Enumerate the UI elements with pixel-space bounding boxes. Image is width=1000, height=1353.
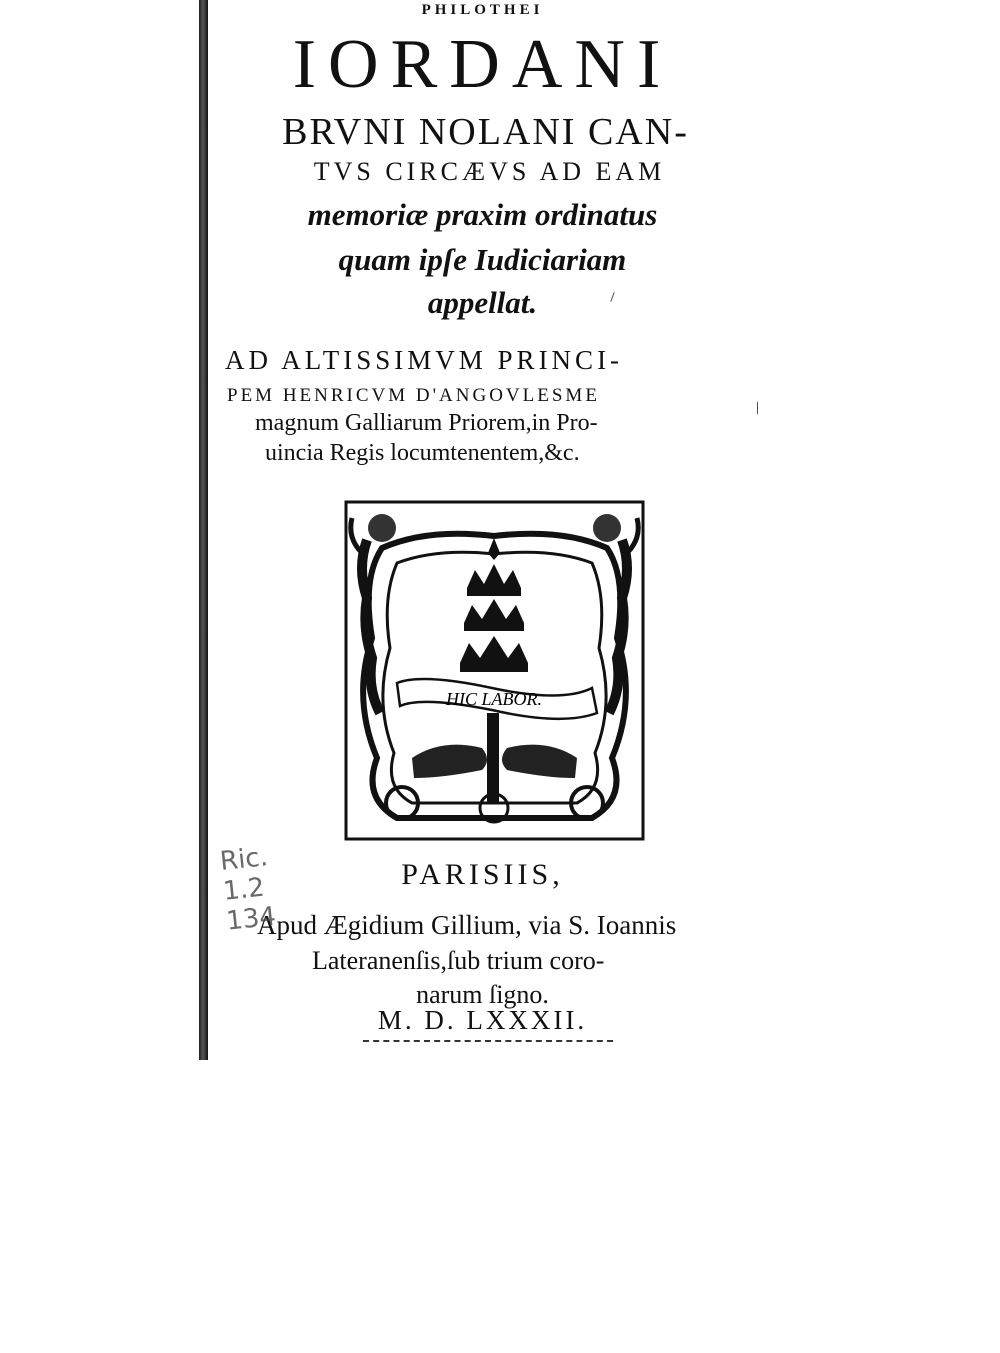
title-line-3: BRVNI NOLANI CAN- (282, 111, 689, 153)
scan-speck (757, 402, 758, 414)
author-first-name: IORDANI (292, 26, 673, 103)
dedication-line-4: uincia Regis locumtenentem,&c. (265, 440, 580, 466)
title-line-5: memoriæ praxim ordinatus (307, 197, 658, 232)
imprint-date: M. D. LXXXII. (377, 1005, 588, 1035)
three-crowns-icon (460, 538, 528, 672)
imprint-city: PARISIIS, (401, 858, 564, 891)
shelfmark-line-1: Ric. 1.2 (218, 842, 270, 907)
shelfmark-line-2: 134 (224, 901, 278, 937)
dedication-line-2: PEM HENRICVM D'ANGOVLESME (227, 385, 600, 406)
title-line-6: quam ipſe Iudiciariam (338, 242, 627, 277)
title-line-4: TVS CIRCÆVS AD EAM (313, 157, 666, 186)
dedication-line-1: AD ALTISSIMVM PRINCI- (225, 345, 624, 375)
bottom-rule (363, 1040, 613, 1042)
dedication-line-3: magnum Galliarum Priorem,in Pro- (255, 410, 598, 436)
emblem-motto: HIC LABOR. (446, 689, 542, 709)
library-shelfmark (218, 837, 321, 937)
title-line-7: appellat. (427, 285, 538, 320)
imprint-line-1: Apud Ægidium Gillium, via S. Ioannis (257, 910, 677, 940)
author-epithet: PHILOTHEI (421, 2, 544, 18)
book-spine-edge (199, 0, 208, 1060)
imprint-line-3: narum ſigno. (416, 980, 549, 1009)
clasped-hands-icon (412, 713, 577, 803)
printers-device-emblem (342, 498, 647, 843)
imprint-line-2: Lateranenſis,ſub trium coro- (312, 946, 605, 975)
